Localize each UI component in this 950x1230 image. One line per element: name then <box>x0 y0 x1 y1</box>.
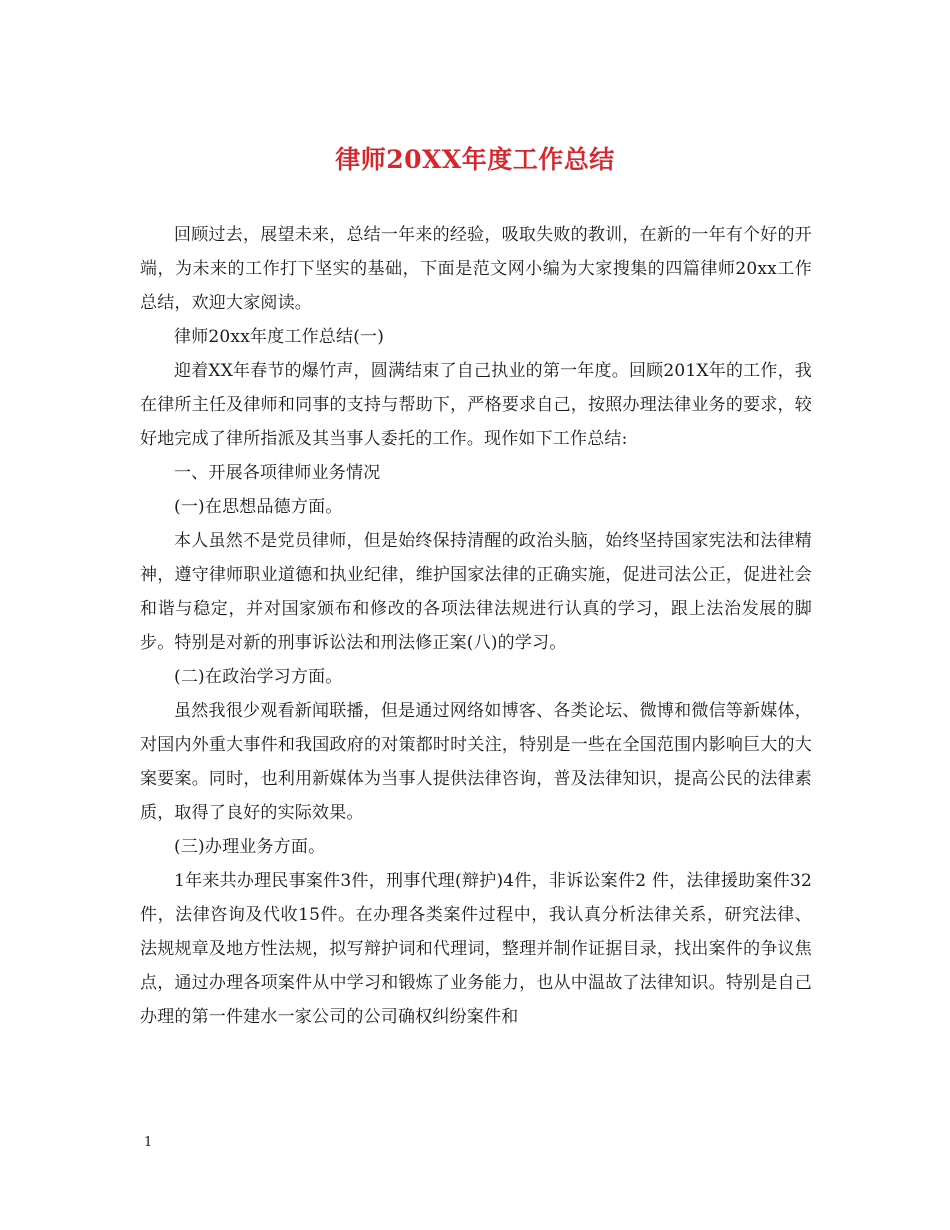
page-number: 1 <box>144 1135 153 1150</box>
document-body <box>140 218 812 1034</box>
subsection-heading: (三)办理业务方面。 <box>174 837 326 857</box>
subsection-heading: (二)在政治学习方面。 <box>174 667 343 687</box>
intro-paragraph: 回顾过去，展望未来，总结一年来的经验，吸取失败的教训，在新的一年有个好的开端，为未来的工作打下坚实的基础，下面是范文网小编为大家搜集的四篇律师20xx工作总结，欢迎大家阅读。 <box>140 225 812 313</box>
body-paragraph: 迎着XX年春节的爆竹声，圆满结束了自己执业的第一年度。回顾201X年的工作，我在律所主任及律师和同事的支持与帮助下，严格要求自己，按照办理法律业务的要求，较好地完成了律所指派及其当事人委托的工作。现作如下工作总结: <box>140 361 812 449</box>
section-heading: 律师20xx年度工作总结(一) <box>174 327 385 347</box>
document-title: 律师20XX年度工作总结 <box>335 145 615 174</box>
body-paragraph: 本人虽然不是党员律师，但是始终保持清醒的政治头脑，始终坚持国家宪法和法律精神，遵守律师职业道德和执业纪律，维护国家法律的正确实施，促进司法公正，促进社会和谐与稳定，并对国家颁布和修改的各项法律法规进行认真的学习，跟上法治发展的脚步。特别是对新的刑事诉讼法和刑法修正案(八)的学习。 <box>140 531 812 653</box>
subsection-heading: (一)在思想品德方面。 <box>174 497 343 517</box>
body-paragraph: 虽然我很少观看新闻联播，但是通过网络如博客、各类论坛、微博和微信等新媒体，对国内外重大事件和我国政府的对策都时时关注，特别是一些在全国范围内影响巨大的大案要案。同时，也利用新媒体为当事人提供法律咨询，普及法律知识，提高公民的法律素质，取得了良好的实际效果。 <box>140 701 812 823</box>
body-paragraph: 1年来共办理民事案件3件，刑事代理(辩护)4件，非诉讼案件2 件，法律援助案件32 件，法律咨询及代收15件。在办理各类案件过程中，我认真分析法律关系，研究法律、法规规章及地方性法规，拟写辩护词和代理词，整理并制作证据目录，找出案件的争议焦点，通过办理各项案件从中学习和锻炼了业务能力，也从中温故了法律知识。特别是自己办理的第一件建水一家公司的公司确权纠纷案件和 <box>140 871 812 1027</box>
section-heading: 一、开展各项律师业务情况 <box>174 463 381 483</box>
